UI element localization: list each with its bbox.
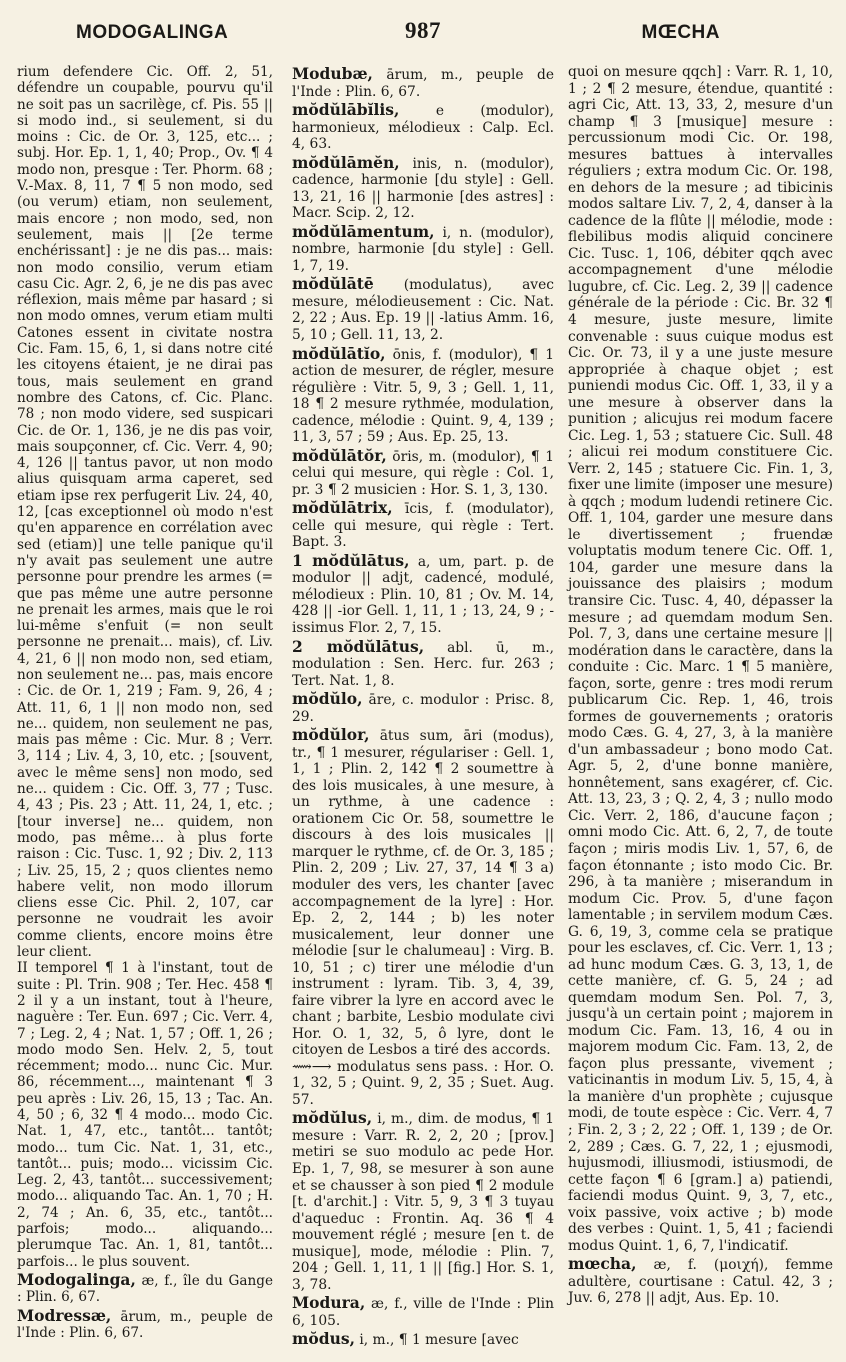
definition: a, um, part. p. de modulor || adjt, cadencé, modulé, mélodieux : Plin. 10, 81 ; Ov. M. 14, 428 || -ior Gell. 1, 11, 1 ; 13, 24, 9 ; -issimus Flor. 2, 7, 15. (292, 553, 554, 636)
page-number: 987 (405, 18, 441, 43)
headword: mŏdŭlābĭlis, (292, 100, 400, 120)
headword: mŏdŭlātrix, (292, 498, 393, 518)
headword: mŏdŭlāmentum, (292, 221, 435, 241)
column-1 (17, 64, 273, 1341)
headword: Modura, (292, 1293, 366, 1313)
headword: mŏdŭlāmĕn, (292, 152, 400, 172)
definition: æ, f., ville de l'Inde : Plin 6, 105. (292, 1296, 554, 1329)
entry-modulor (292, 727, 554, 1059)
entry-moecha (568, 1256, 833, 1307)
headword: mŏdus, (292, 1329, 355, 1349)
column-3 (568, 64, 833, 1307)
entry-modulate (292, 276, 554, 343)
headword: mŏdŭlus, (292, 1108, 373, 1128)
definition: abl. ū, m., modulation : Sen. Herc. fur. 263 ; Tert. Nat. 1, 8. (292, 639, 555, 689)
entry-modulator (292, 445, 554, 499)
column-2 (292, 64, 554, 1349)
definition: ārum, m., peuple de l'Inde : Plin. 6, 67. (17, 1308, 273, 1341)
definition: inis, n. (modulor), cadence, harmonie [du style] : Gell. 13, 21, 16 || harmonie [des astres] : Macr. Scip. 2, 12. (292, 155, 554, 222)
definition: i, m., dim. de modus, ¶ 1 mesure : Varr. R. 2, 2, 20 ; [prov.] metiri se suo modulo ac pede Hor. Ep. 1, 7, 98, se mesurer à son aune et se chausser à son pied ¶ 2 module [t. d'archit.] : Vitr. 5, 9, 3 ¶ 3 tuyau d'aqueduc : Frontin. Aq. 36 ¶ 4 mouvement réglé ; mesure [en t. de musique], mode, mélodie : Plin. 7, 204 ; Gell. 1, 11, 1 || [fig.] Hor. S. 1, 3, 78. (292, 1111, 554, 1293)
entry-modus-continuation: quoi on mesure qqch] : Varr. R. 1, 10, 1 ; 2 ¶ 2 mesure, étendue, quantité : agri Cic, Att. 13, 33, 2, mesure d'un champ ¶ 3 [musique] mesure : percussionum modi Cic. Or. 198, mesures battues à intervalles réguliers ; extra modum Cic. Or. 198, en dehors de la mesure ; ad tibicinis modos saltare Liv. 7, 2, 4, danser à la cadence de la flûte || mélodie, mode : flebilibus modis aliquid concinere Cic. Tusc. 1, 106, débiter qqch avec accompagnement d'une mélodie lugubre, cf. Cic. Leg. 2, 39 || cadence générale de la période : Cic. Br. 32 ¶ 4 mesure, juste mesure, limite convenable : suus cuique modus est Cic. Or. 73, il y a une juste mesure appropriée à chaque objet ; est puniendi modus Cic. Off. 1, 33, il y a une mesure à observer dans la punition ; alicujus rei modum facere Cic. Leg. 1, 53 ; statuere Cic. Sull. 48 ; alicui rei modum constituere Cic. Verr. 2, 145 ; statuere Cic. Fin. 1, 3, fixer une limite (imposer une mesure) à qqch ; modum ludendi retinere Cic. Off. 1, 104, garder une mesure dans le divertissement ; fruendæ voluptatis modum tenere Cic. Off. 1, 104, garder une mesure dans la jouissance des plaisirs ; modum transire Cic. Tusc. 4, 40, dépasser la mesure ; ad quemdam modum Sen. Pol. 7, 3, dans une certaine mesure || modération dans le caractère, dans la conduite : Cic. Marc. 1 ¶ 5 manière, façon, sorte, genre : tres modi rerum publicarum Cic. Rep. 1, 46, trois formes de gouvernements ; oratoris modo Cæs. G. 4, 27, 3, à la manière d'un ambassadeur ; bono modo Cat. Agr. 5, 2, d'une bonne manière, honnêtement, sans exagérer, cf. Cic. Att. 13, 23, 3 ; Q. 2, 4, 3 ; nullo modo Cic. Verr. 2, 186, d'aucune façon ; omni modo Cic. Att. 6, 2, 7, de toute façon ; miris modis Liv. 1, 57, 6, de façon étonnante ; isto modo Cic. Br. 296, à ta manière ; miserandum in modum Cic. Prov. 5, d'une façon lamentable ; in servilem modum Cæs. G. 6, 19, 3, comme cela se pratique pour les esclaves, cf. Cic. Verr. 1, 13 ; ad hunc modum Cæs. G. 3, 13, 1, de cette manière, cf. G. 5, 24 ; ad quemdam modum Sen. Pol. 7, 3, jusqu'à un certain point ; majorem in modum Cic. Fam. 13, 16, 4 ou in majorem modum Cic. Fam. 13, 2, de façon plus pressante, vivement ; vaticinantis in modum Liv. 5, 15, 4, à la manière d'un prophète ; cujusque modi, de toute espèce : Cic. Verr. 4, 7 ; Fin. 2, 3 ; 2, 22 ; Off. 1, 139 ; de Or. 2, 289 ; Cæs. G. 7, 22, 1 ; ejusmodi, hujusmodi, illiusmodi, istiusmodi, de cette façon ¶ 6 [gram.] a) patiendi, faciendi modus Quint. 9, 3, 7, etc., voix passive, voix active ; b) mode des verbes : Quint. 1, 5, 41 ; faciendi modus Quint. 1, 6, 7, l'indicatif. (568, 64, 833, 1254)
definition: æ, f. (μοιχή), femme adultère, courtisane : Catul. 42, 3 ; Juv. 6, 278 || adjt, Aus. Ep. 10. (568, 1257, 833, 1307)
definition: ārum, m., peuple de l'Inde : Plin. 6, 67. (292, 67, 554, 100)
headword: Modogalinga, (17, 1269, 136, 1289)
entry-section-temporal: II temporel ¶ 1 à l'instant, tout de suite : Pl. Trin. 908 ; Ter. Hec. 458 ¶ 2 il y a un instant, tout à l'heure, naguère : Ter. Eun. 697 ; Cic. Verr. 4, 7 ; Leg. 2, 4 ; Nat. 1, 57 ; Off. 1, 26 ; modo modo Sen. Helv. 2, 5, tout récemment; modo... nunc Cic. Mur. 86, récemment..., maintenant ¶ 3 peu après : Liv. 26, 15, 13 ; Tac. An. 4, 50 ; 6, 32 ¶ 4 modo... modo Cic. Nat. 1, 47, etc., tantôt... tantôt; modo... tum Cic. Nat. 1, 31, etc., tantôt... puis; modo... vicissim Cic. Leg. 2, 43, tantôt... successivement; modo... aliquando Tac. An. 1, 70 ; H. 2, 74 ; An. 6, 35, etc., tantôt... parfois; modo... aliquando... plerumque Tac. An. 1, 81, tantôt... parfois... le plus souvent. (17, 960, 273, 1270)
headword: mŏdŭlātĭo, (292, 343, 386, 363)
entry-modulatio (292, 343, 554, 446)
definition: ōnis, f. (modulor), ¶ 1 action de mesurer, de régler, mesure régulière : Vitr. 5, 9, 3 ; Gell. 1, 11, 18 ¶ 2 mesure rythmée, modulation, cadence, mélodie : Quint. 9, 4, 139 ; 11, 3, 57 ; 59 ; Aus. Ep. 25, 13. (292, 346, 554, 446)
definition: ātus sum, āri (modus), tr., ¶ 1 mesurer, régulariser : Gell. 1, 1, 1 ; Plin. 2, 142 ¶ 2 soumettre à des lois musicales, à une mesure, à un rythme, à une cadence : orationem Cic Or. 58, soumettre le discours à des lois musicales || marquer le rythme, cf. de Or. 3, 185 ; Plin. 2, 209 ; Liv. 27, 37, 14 ¶ 3 a) moduler des vers, les chanter [avec accompagnement de la lyre] : Hor. Ep. 2, 2, 144 ; b) les noter musicalement, leur donner une mélodie [sur le chalumeau] : Virg. B. 10, 51 ; c) tirer une mélodie d'un instrument : lyram. Tib. 3, 4, 39, faire vibrer la lyre en accord avec le chant ; barbite, Lesbio modulate civi Hor. O. 1, 32, 5, ô lyre, dont le citoyen de Lesbos a tiré des accords. (292, 728, 554, 1059)
entry-modulor-note: ⟿⟶ modulatus sens pass. : Hor. O. 1, 32, 5 ; Quint. 9, 2, 35 ; Suet. Aug. 57. (292, 1058, 554, 1108)
definition: æ, f., île du Gange : Plin. 6, 67. (17, 1272, 273, 1306)
entry-modulatrix (292, 500, 554, 551)
headword: mŏdŭlātē (292, 274, 374, 294)
entry-modressae (17, 1305, 273, 1342)
entry-modubae (292, 66, 554, 100)
headword: mŏdŭlo, (292, 689, 363, 709)
entry-modulamentum (292, 221, 554, 275)
definition: īcis, f. (modulator), celle qui mesure, qui règle : Tert. Bapt. 3. (292, 501, 554, 551)
headword: Modressæ, (17, 1305, 112, 1325)
definition: e (modulor), harmonieux, mélodieux : Calp. Ecl. 4, 63. (292, 103, 554, 153)
definition: ōris, m. (modulor), ¶ 1 celui qui mesure, qui règle : Col. 1, pr. 3 ¶ 2 musicien : Hor. S. 1, 3, 130. (292, 448, 554, 498)
headword: 2 mŏdŭlātus, (292, 636, 425, 656)
headword: Modubæ, (292, 64, 373, 83)
definition: (modulatus), avec mesure, mélodieusement : Cic. Nat. 2, 22 ; Aus. Ep. 19 || -latius Amm. 16, 5, 10 ; Gell. 11, 13, 2. (292, 277, 554, 343)
entry-continuation: rium defendere Cic. Off. 2, 51, défendre un coupable, pourvu qu'il ne soit pas un sacrilège, cf. Pis. 55 || si modo ind., si seulement, si du moins : Cic. de Or. 3, 125, etc... ; subj. Hor. Ep. 1, 1, 40; Prop., Ov. ¶ 4 modo non, presque : Ter. Phorm. 68 ; V.-Max. 8, 11, 7 ¶ 5 non modo, sed (ou verum) etiam, non seulement, mais encore ; non modo, sed, non seulement, mais || [2e terme enchérissant] : je ne dis pas... mais: non modo consilio, verum etiam casu Cic. Agr. 2, 6, je ne dis pas avec réflexion, mais même par hasard ; si non modo omnes, verum etiam multi Catones essent in civitate nostra Cic. Fam. 15, 6, 1, si dans notre cité les citoyens étaient, je ne dirai pas tous, mais seulement en grand nombre des Catons, cf. Cic. Planc. 78 ; non modo videre, sed suspicari Cic. de Or. 1, 136, je ne dis pas voir, mais soupçonner, cf. Cic. Verr. 4, 90; 4, 126 || tantus pavor, ut non modo alius quisquam arma caperet, sed etiam ipse rex perfugerit Liv. 24, 40, 12, [cas exceptionnel où modo n'est qu'en apparence en corrélation avec sed (etiam)] une telle panique qu'il n'y avait pas seulement une autre personne pour prendre les armes (= que pas même une autre personne ne prenait les armes, mais que le roi lui-même s'enfuit (= non seult personne ne prenait... mais), cf. Liv. 4, 21, 6 || non modo non, sed etiam, non seulement ne... pas, mais encore : Cic. de Or. 1, 219 ; Fam. 9, 26, 4 ; Att. 11, 6, 1 || non modo non, sed ne... quidem, non seulement ne pas, mais pas même : Cic. Mur. 8 ; Verr. 3, 114 ; Liv. 4, 3, 10, etc. ; [souvent, avec le même sens] non modo, sed ne... quidem : Cic. Off. 3, 77 ; Tusc. 4, 43 ; Pis. 23 ; Att. 11, 24, 1, etc. ; [tour inverse] ne... quidem, non modo, pas même... à plus forte raison : Cic. Tusc. 1, 92 ; Div. 2, 113 ; Liv. 25, 15, 2 ; quos clientes nemo habere velit, non modo illorum cliens esse Cic. Phil. 2, 107, car personne ne voudrait les avoir comme clients, encore moins être leur client. (17, 64, 273, 961)
page-header (0, 18, 846, 54)
header-right-guideword: MŒCHA (641, 22, 720, 43)
header-left-guideword: MODOGALINGA (76, 22, 229, 43)
entry-modura (292, 1295, 554, 1329)
entry-modulabilis (292, 102, 554, 153)
headword: 1 mŏdŭlātus, (292, 550, 410, 570)
headword: mœcha, (568, 1254, 637, 1274)
headword: mŏdŭlor, (292, 725, 370, 745)
entry-modulatus-2 (292, 636, 555, 690)
entry-modulo (292, 691, 554, 725)
definition: āre, c. modulor : Prisc. 8, 29. (292, 692, 554, 725)
entry-modulatus-1 (292, 550, 554, 637)
entry-modus (292, 1331, 554, 1349)
entry-modogalinga (17, 1269, 273, 1306)
definition: i, n. (modulor), nombre, harmonie [du style] : Gell. 1, 7, 19. (292, 224, 554, 274)
entry-modulamen (292, 152, 554, 222)
definition: i, m., ¶ 1 mesure [avec (354, 1332, 519, 1349)
headword: mŏdŭlātŏr, (292, 445, 387, 465)
entry-modulus (292, 1110, 554, 1293)
